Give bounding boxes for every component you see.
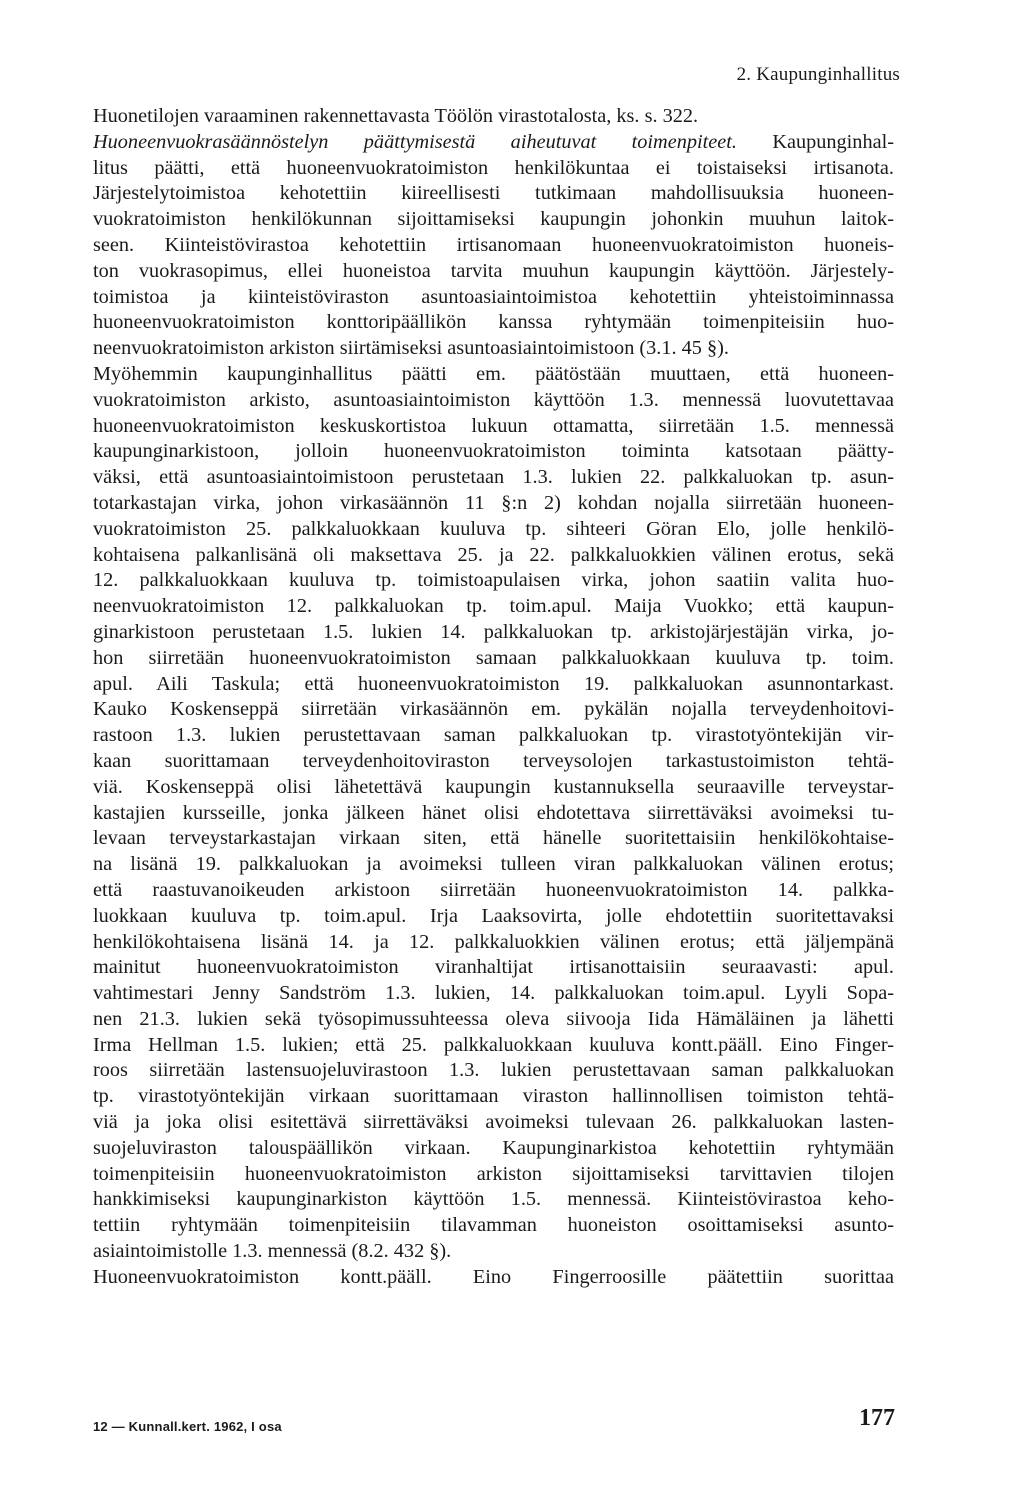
text-line: Kauko Koskenseppä siirretään virkasäännön em. pykälän nojalla terveydenhoitovi- [93, 698, 894, 721]
text-line: nen 21.3. lukien sekä työsopimussuhteessa oleva siivooja Iida Hämäläinen ja lähetti [93, 1007, 894, 1030]
text-line: Myöhemmin kaupunginhallitus päätti em. päätöstään muuttaen, että huoneen- [93, 362, 894, 385]
text-line: vahtimestari Jenny Sandström 1.3. lukien, 14. palkkaluokan toim.apul. Lyyli Sopa- [93, 982, 894, 1005]
text-line: huoneenvuokratoimiston konttoripäällikön kanssa ryhtymään toimenpiteisiin huo- [93, 311, 894, 334]
text-line: suojeluviraston talouspäällikön virkaan. Kaupunginarkistoa kehotettiin ryhtymään [93, 1136, 894, 1159]
text-line: vuokratoimiston 25. palkkaluokkaan kuuluva tp. sihteeri Göran Elo, jolle henkilö- [93, 517, 894, 540]
text-line: viä. Koskenseppä olisi lähetettävä kaupungin kustannuksella seuraaville terveystar- [93, 775, 894, 798]
section-heading: Huoneenvuokrasäännöstelyn päättymisestä aiheutuvat toimenpiteet. [93, 130, 737, 153]
text-line: kohtaisena palkanlisänä oli maksettava 25. ja 22. palkkaluokkien välinen erotus, sekä [93, 543, 894, 566]
text-line: Huonetilojen varaaminen rakennettavasta Töölön virastotalosta, ks. s. 322. [93, 105, 699, 127]
text-line: vuokratoimiston arkisto, asuntoasiaintoimiston käyttöön 1.3. mennessä luovutettavaa [93, 388, 894, 411]
text-line: hankkimiseksi kaupunginarkiston käyttöön 1.5. mennessä. Kiinteistövirastoa keho- [93, 1188, 894, 1211]
signature-mark: 12 — Kunnall.kert. 1962, I osa [93, 1419, 282, 1434]
text-line: tp. virastotyöntekijän virkaan suorittamaan viraston hallinnollisen toimiston tehtä- [93, 1085, 894, 1108]
text-line: ginarkistoon perustetaan 1.5. lukien 14. palkkaluokan tp. arkistojärjestäjän virka, jo- [93, 620, 894, 643]
text-line: toimenpiteisiin huoneenvuokratoimiston arkiston sijoittamiseksi tarvittavien tilojen [93, 1162, 894, 1185]
text-line: levaan terveystarkastajan virkaan siten, että hänelle suoritettaisiin henkilökohtaise- [93, 827, 894, 850]
text-line: hon siirretään huoneenvuokratoimiston samaan palkkaluokkaan kuuluva tp. toim. [93, 646, 894, 669]
text-line: kaan suorittamaan terveydenhoitoviraston terveysolojen tarkastustoimiston tehtä- [93, 749, 894, 772]
text-line: luokkaan kuuluva tp. toim.apul. Irja Laaksovirta, jolle ehdotettiin suoritettavaksi [93, 904, 894, 927]
text-line: henkilökohtaisena lisänä 14. ja 12. palkkaluokkien välinen erotus; että jäljempänä [93, 930, 894, 953]
text-line: väksi, että asuntoasiaintoimistoon perustetaan 1.3. lukien 22. palkkaluokan tp. asun- [93, 466, 894, 489]
text-line: rastoon 1.3. lukien perustettavaan saman palkkaluokan tp. virastotyöntekijän vir- [93, 724, 894, 747]
text-line: että raastuvanoikeuden arkistoon siirretään huoneenvuokratoimiston 14. palkka- [93, 878, 894, 901]
text-line: neenvuokratoimiston arkiston siirtämiseksi asuntoasiaintoimistoon (3.1. 45 §). [93, 337, 729, 360]
text-line: neenvuokratoimiston 12. palkkaluokan tp. toim.apul. Maija Vuokko; että kaupun- [93, 595, 894, 618]
text-line: toimistoa ja kiinteistöviraston asuntoasiaintoimistoa kehotettiin yhteistoiminnassa [93, 285, 894, 308]
text-line: Huoneenvuokratoimiston kontt.pääll. Eino Fingerroosille päätettiin suorittaa [93, 1265, 894, 1288]
page-number: 177 [859, 1405, 895, 1431]
text-line: litus päätti, että huoneenvuokratoimiston henkilökuntaa ei toistaiseksi irtisanota. [93, 156, 894, 179]
text-line: tettiin ryhtymään toimenpiteisiin tilavamman huoneiston osoittamiseksi asunto- [93, 1214, 894, 1237]
text-line: totarkastajan virka, johon virkasäännön 11 §:n 2) kohdan nojalla siirretään huoneen- [93, 491, 894, 514]
text-line: 12. palkkaluokkaan kuuluva tp. toimistoapulaisen virka, johon saatiin valita huo- [93, 569, 894, 592]
text-line: seen. Kiinteistövirastoa kehotettiin irtisanomaan huoneenvuokratoimiston huoneis- [93, 233, 894, 256]
running-head: 2. Kaupunginhallitus [736, 64, 900, 85]
text-line: Irma Hellman 1.5. lukien; että 25. palkkaluokkaan kuuluva kontt.pääll. Eino Finger- [93, 1033, 894, 1056]
text-line: asiaintoimistolle 1.3. mennessä (8.2. 432 §). [93, 1240, 452, 1263]
section-heading-line: Huoneenvuokrasäännöstelyn päättymisestä aiheutuvat toimenpiteet. Kaupunginhal- [93, 130, 894, 153]
text-line: kastajien kursseille, jonka jälkeen hänet olisi ehdotettava siirrettäväksi avoimeksi tu- [93, 801, 894, 824]
text-line: viä ja joka olisi esitettävä siirrettäväksi avoimeksi tulevaan 26. palkkaluokan lasten- [93, 1111, 894, 1134]
text-line: apul. Aili Taskula; että huoneenvuokratoimiston 19. palkkaluokan asunnontarkast. [93, 672, 894, 695]
text-line: huoneenvuokratoimiston keskuskortistoa lukuun ottamatta, siirretään 1.5. mennessä [93, 414, 894, 437]
text-line: roos siirretään lastensuojeluvirastoon 1.3. lukien perustettavaan saman palkkaluokan [93, 1059, 894, 1082]
text-line: mainitut huoneenvuokratoimiston viranhaltijat irtisanottaisiin seuraavasti: apul. [93, 956, 894, 979]
text-line: ton vuokrasopimus, ellei huoneistoa tarvita muuhun kaupungin käyttöön. Järjestely- [93, 259, 894, 282]
text-line: kaupunginarkistoon, jolloin huoneenvuokratoimiston toiminta katsotaan päätty- [93, 440, 894, 463]
text-line: vuokratoimiston henkilökunnan sijoittamiseksi kaupungin johonkin muuhun laitok- [93, 208, 894, 231]
document-body [93, 104, 894, 1291]
text-line: na lisänä 19. palkkaluokan ja avoimeksi tulleen viran palkkaluokan välinen erotus; [93, 853, 894, 876]
text-line: Järjestelytoimistoa kehotettiin kiireellisesti tutkimaan mahdollisuuksia huoneen- [93, 182, 894, 205]
